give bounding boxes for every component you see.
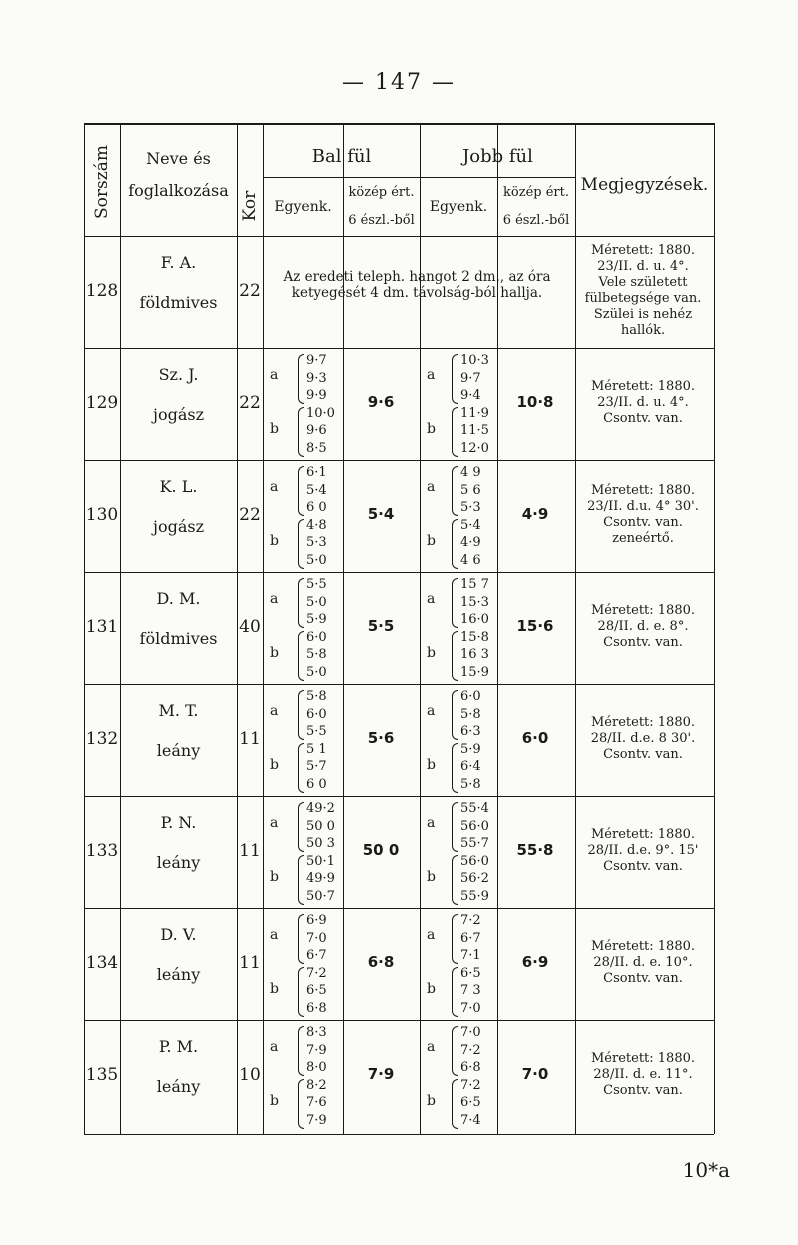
measurement-value: 7·0 [460,1000,481,1016]
measurement-value: 7·2 [460,1077,481,1093]
measurement-value: 6·7 [306,948,327,963]
measurement-value: 55·9 [460,888,489,904]
measurement-value: 5·0 [306,664,327,680]
page-number: — 147 — [342,70,456,95]
measurement-value: 7·1 [460,948,481,963]
measurement-value: 10·3 [460,353,489,368]
b-label: b [270,421,279,437]
right-mean-value: 7·0 [521,1065,549,1083]
row-rule [84,1020,714,1021]
left-mean-value: 5·5 [367,617,395,635]
measurement-brace [452,743,458,793]
measurement-brace [298,914,304,964]
measurement-value: 4 6 [460,552,481,568]
measurement-value: 16·0 [460,612,489,627]
measurement-value: 5·0 [306,594,327,610]
row-number: 130 [85,505,119,525]
left-mean-value: 50 0 [362,841,400,859]
row-number: 134 [85,953,119,973]
person-occupation: leány [156,741,201,760]
measurement-value: 8·0 [306,1060,327,1075]
measurement-brace [452,1079,458,1129]
remark-line: 23/II. d. u. 4°. [597,395,689,410]
remark-line: 28/II. d. e. 10°. [593,955,693,970]
right-mean-value: 6·0 [521,729,549,747]
measurement-value: 9·7 [306,353,327,368]
person-age: 11 [239,953,261,973]
measurement-brace [452,802,458,852]
header-sorszam: Sorszám [92,145,112,219]
row-rule [84,460,714,461]
measurement-value: 8·2 [306,1077,327,1093]
measurement-value: 5·8 [460,706,481,722]
person-age: 22 [239,505,261,525]
a-label: a [270,703,279,719]
person-occupation: leány [156,965,201,984]
measurement-value: 49·9 [306,871,335,886]
measurement-brace [452,407,458,457]
header-bal-egyenk: Egyenk. [274,199,332,215]
measurement-value: 50·7 [306,888,335,904]
measurement-brace [298,578,304,628]
a-label: a [270,1039,279,1055]
measurement-value: 6·1 [306,465,327,480]
measurement-brace [452,1026,458,1076]
header-bottom-rule [84,236,714,237]
measurement-value: 6·5 [460,1095,481,1110]
measurement-value: 15·3 [460,594,489,610]
measurement-value: 50·1 [306,853,335,869]
measurement-value: 49·2 [306,801,335,816]
measurement-value: 7 3 [460,983,481,998]
measurement-value: 16 3 [460,647,489,662]
measurement-brace [452,354,458,404]
right-mean-value: 10·8 [516,393,554,411]
person-initials: P. M. [158,1037,199,1056]
measurement-brace [452,914,458,964]
measurement-value: 9·7 [460,370,481,386]
measurement-value: 4·8 [306,517,327,533]
measurement-value: 7·2 [306,965,327,981]
remark-line: Csontv. van. [603,515,683,530]
measurement-value: 6·9 [306,913,327,928]
ear-subheader-rule [263,177,575,178]
b-label: b [270,869,279,885]
a-label: a [427,927,436,943]
measurement-value: 9·6 [306,423,327,438]
measurement-value: 10·0 [306,405,335,421]
header-jobb-kozep-2: 6 észl.-ből [502,213,570,228]
column-rule [263,123,264,1134]
remark-line: 28/II. d. e. 8°. [597,619,689,634]
measurement-value: 5·8 [306,647,327,662]
measurement-brace [298,1026,304,1076]
remark-line: Szülei is nehéz [593,307,693,322]
row-number: 131 [85,617,119,637]
measurement-value: 15 7 [460,577,489,592]
measurement-brace [298,967,304,1017]
remark-line: zeneértő. [612,531,674,546]
header-kor: Kor [240,190,260,222]
measurement-brace [298,802,304,852]
measurement-value: 7·0 [460,1025,481,1040]
measurement-brace [452,690,458,740]
remark-line: Csontv. van. [603,635,683,650]
remark-line: Méretett: 1880. [590,1051,695,1066]
measurement-brace [298,690,304,740]
measurement-value: 4 9 [460,465,481,480]
measurement-value: 7·9 [306,1042,327,1058]
header-jobb-egyenk: Egyenk. [429,199,488,215]
measurement-value: 9·9 [306,388,327,403]
measurement-value: 15·8 [460,629,489,645]
a-label: a [427,703,436,719]
measurement-value: 56·0 [460,818,489,834]
remark-line: 28/II. d.e. 9°. 15' [587,843,699,858]
measurement-value: 6·0 [460,689,481,704]
person-initials: P. N. [160,813,197,832]
b-label: b [270,533,279,549]
measurement-value: 8·3 [306,1025,327,1040]
measurement-value: 7·0 [306,930,327,946]
table-top-rule [84,123,714,125]
person-age: 11 [239,729,261,749]
measurement-value: 56·2 [460,871,489,886]
column-rule [575,123,576,1134]
measurement-value: 6 0 [306,500,327,515]
left-mean-value: 7·9 [367,1065,395,1083]
remark-line: Csontv. van. [603,859,683,874]
measurement-value: 6·3 [460,724,481,739]
row-number: 133 [85,841,119,861]
b-label: b [427,869,436,885]
measurement-value: 6·5 [460,965,481,981]
remark-line: Méretett: 1880. [590,603,695,618]
remark-line: 28/II. d.e. 8 30'. [590,731,696,746]
remark-line: Csontv. van. [603,747,683,762]
measurement-value: 6·0 [306,706,327,722]
measurement-value: 5·3 [460,500,481,515]
row-rule [84,572,714,573]
person-age: 10 [239,1065,261,1085]
header-foglalkozasa: foglalkozása [128,181,229,200]
a-label: a [270,479,279,495]
header-jobb-ful: Jobb fül [462,146,533,167]
remark-line: Méretett: 1880. [590,379,695,394]
measurement-value: 5·3 [306,535,327,550]
right-mean-value: 55·8 [516,841,554,859]
a-label: a [427,367,436,383]
remark-line: 23/II. d. u. 4°. [597,259,689,274]
signature-mark: 10*a [682,1158,730,1182]
measurement-value: 5·5 [306,577,327,592]
measurement-brace [298,354,304,404]
left-mean-value: 5·6 [367,729,395,747]
measurement-value: 8·5 [306,440,327,456]
measurement-value: 12·0 [460,440,489,456]
measurement-value: 4·9 [460,535,481,550]
b-label: b [270,645,279,661]
b-label: b [427,533,436,549]
measurement-value: 11·9 [460,405,489,421]
measurement-brace [298,519,304,569]
measurement-value: 15·9 [460,664,489,680]
a-label: a [427,815,436,831]
b-label: b [427,1093,436,1109]
left-mean-value: 5·4 [367,505,395,523]
remark-line: Csontv. van. [603,1083,683,1098]
right-mean-value: 4·9 [521,505,549,523]
header-bal-kozep-2: 6 észl.-ből [348,213,415,228]
person-age: 11 [239,841,261,861]
measurement-value: 55·4 [460,801,489,816]
merged-remark: Az eredeti teleph. hangot 2 dm., az óra ketyegését 4 dm. távolság-ból hallja. [283,269,551,301]
b-label: b [270,1093,279,1109]
measurement-value: 5 1 [306,741,327,757]
person-initials: K. L. [159,477,198,496]
a-label: a [270,927,279,943]
remark-line: fülbetegsége van. [584,291,702,306]
remark-line: 28/II. d. e. 11°. [593,1067,693,1082]
b-label: b [427,645,436,661]
a-label: a [427,1039,436,1055]
a-label: a [270,591,279,607]
measurement-value: 50 0 [306,818,335,834]
row-number: 135 [85,1065,119,1085]
measurement-brace [298,855,304,905]
remark-line: Csontv. van. [603,971,683,986]
person-occupation: leány [156,1077,201,1096]
measurement-value: 6·4 [460,759,481,774]
measurement-value: 5 6 [460,482,481,498]
measurement-value: 5·4 [460,517,481,533]
person-initials: M. T. [158,701,199,720]
measurement-brace [298,466,304,516]
measurement-value: 6 0 [306,776,327,792]
measurement-value: 5·7 [306,759,327,774]
a-label: a [270,815,279,831]
row-number: 132 [85,729,119,749]
measurement-brace [298,631,304,681]
measurement-value: 5·4 [306,482,327,498]
remark-line: hallók. [620,323,666,338]
a-label: a [427,591,436,607]
b-label: b [427,421,436,437]
row-number: 129 [85,393,119,413]
measurement-brace [452,967,458,1017]
header-bal-ful: Bal fül [311,146,372,167]
measurement-brace [452,631,458,681]
row-rule [84,908,714,909]
measurement-value: 9·3 [306,370,327,386]
remark-line: Méretett: 1880. [590,939,695,954]
table-right-rule [714,123,715,1134]
remark-line: 23/II. d.u. 4° 30'. [587,499,699,514]
measurement-value: 7·2 [460,913,481,928]
person-age: 22 [239,281,261,301]
measurement-value: 50 3 [306,836,335,851]
table-bottom-rule [84,1134,714,1135]
remark-line: Csontv. van. [603,411,683,426]
measurement-value: 6·0 [306,629,327,645]
right-mean-value: 15·6 [516,617,554,635]
a-label: a [270,367,279,383]
person-age: 40 [239,617,261,637]
measurement-value: 6·7 [460,930,481,946]
row-number: 128 [85,281,119,301]
header-neve: Neve és [146,149,211,168]
person-occupation: földmives [139,629,218,648]
header-jobb-kozep: közép ért. [503,185,569,200]
person-initials: D. V. [160,925,197,944]
b-label: b [427,981,436,997]
measurement-value: 9·4 [460,388,481,403]
right-mean-value: 6·9 [521,953,549,971]
row-rule [84,348,714,349]
person-occupation: földmives [139,293,218,312]
measurement-value: 5·0 [306,552,327,568]
measurement-value: 56·0 [460,853,489,869]
measurement-value: 5·8 [460,776,481,792]
measurement-value: 5·9 [460,741,481,757]
measurement-value: 7·4 [460,1112,481,1128]
measurement-value: 6·8 [306,1000,327,1016]
person-occupation: jogász [152,405,204,424]
measurement-value: 6·8 [460,1060,481,1075]
measurement-brace [452,578,458,628]
remark-line: Vele született [598,275,688,290]
measurement-value: 5·9 [306,612,327,627]
a-label: a [427,479,436,495]
row-rule [84,684,714,685]
measurement-value: 7·6 [306,1095,327,1110]
person-initials: Sz. J. [158,365,199,384]
header-megjegyzesek: Megjegyzések. [580,175,709,195]
b-label: b [270,981,279,997]
remark-line: Méretett: 1880. [590,483,695,498]
person-occupation: jogász [152,517,204,536]
person-occupation: leány [156,853,201,872]
measurement-value: 7·9 [306,1112,327,1128]
measurement-brace [452,855,458,905]
b-label: b [427,757,436,773]
row-rule [84,796,714,797]
measurement-value: 5·5 [306,724,327,739]
measurement-value: 7·2 [460,1042,481,1058]
left-mean-value: 6·8 [367,953,395,971]
person-initials: D. M. [156,589,201,608]
measurement-brace [452,466,458,516]
measurement-brace [298,1079,304,1129]
measurement-brace [452,519,458,569]
measurement-value: 6·5 [306,983,327,998]
b-label: b [270,757,279,773]
remark-line: Méretett: 1880. [590,715,695,730]
measurement-value: 55·7 [460,836,489,851]
left-mean-value: 9·6 [367,393,395,411]
person-initials: F. A. [160,253,197,272]
remark-line: Méretett: 1880. [590,827,695,842]
header-bal-kozep: közép ért. [348,185,415,200]
remark-line: Méretett: 1880. [590,243,695,258]
measurement-brace [298,743,304,793]
measurement-value: 11·5 [460,423,489,438]
person-age: 22 [239,393,261,413]
measurement-value: 5·8 [306,689,327,704]
measurement-brace [298,407,304,457]
